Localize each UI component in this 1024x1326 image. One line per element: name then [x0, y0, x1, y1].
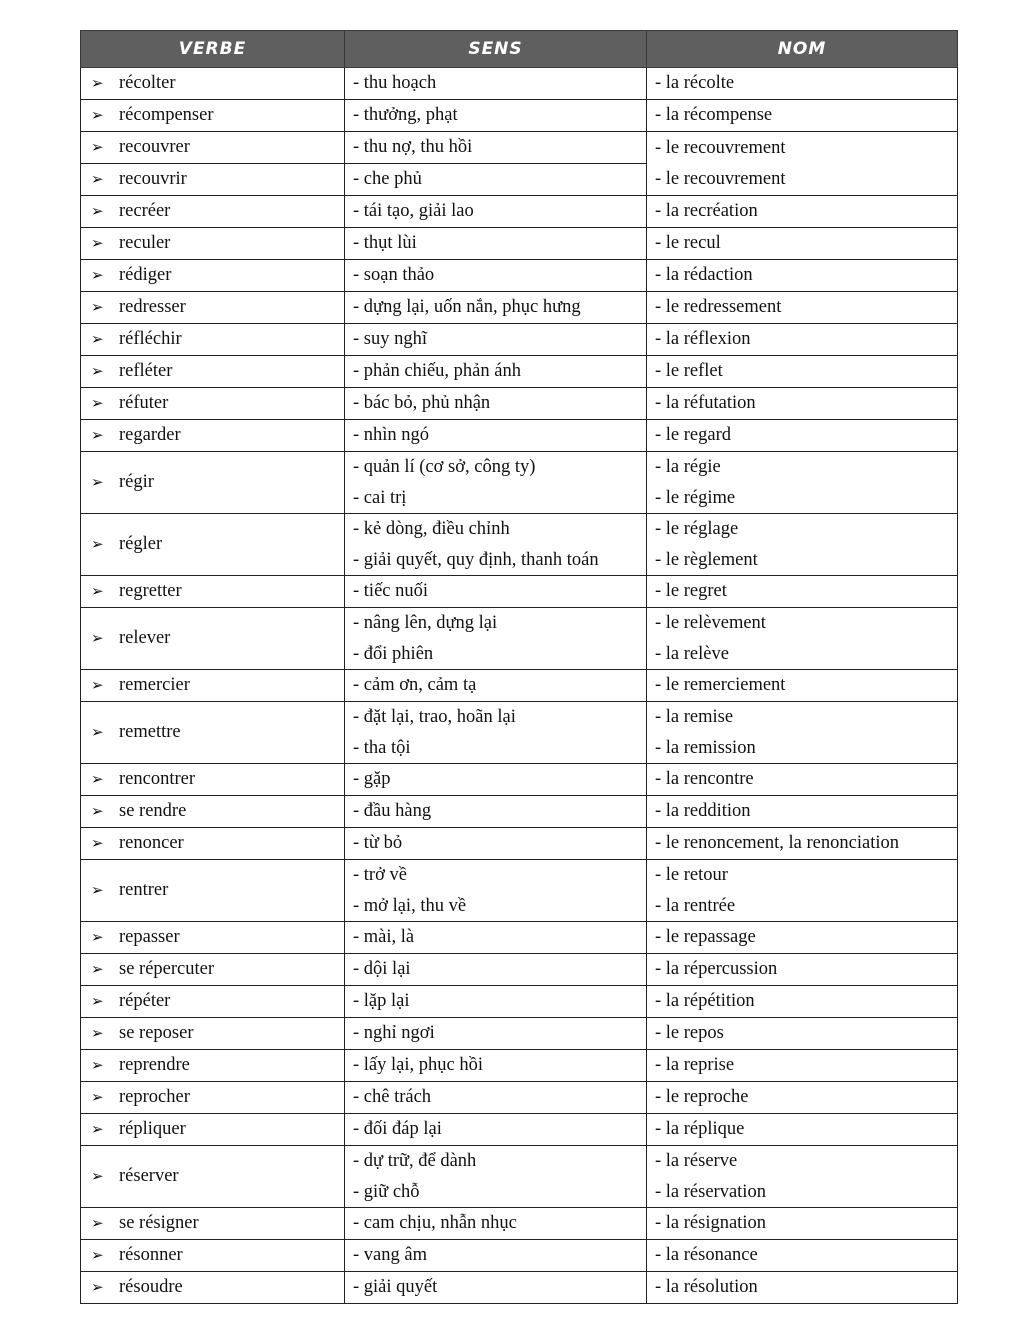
verb-text: reculer [119, 233, 171, 253]
table-row [81, 608, 958, 670]
sens-cell [345, 1240, 647, 1272]
sens-text: - trở về [353, 865, 407, 885]
verb-text: rentrer [119, 880, 169, 900]
sens-cell [345, 420, 647, 452]
verb-text: recréer [119, 201, 171, 221]
verb-text: regarder [119, 425, 181, 445]
nom-text: - la régie [655, 457, 721, 477]
arrow-bullet-icon: ➢ [91, 266, 104, 284]
verb-cell [81, 388, 345, 420]
arrow-bullet-icon: ➢ [91, 473, 104, 491]
verb-cell [81, 764, 345, 796]
nom-cell [647, 1114, 958, 1146]
sens-text: - lặp lại [353, 991, 410, 1011]
verb-text: se rendre [119, 801, 187, 821]
verb-text: réfuter [119, 393, 169, 413]
nom-text: - la récolte [655, 73, 735, 93]
arrow-bullet-icon: ➢ [91, 170, 104, 188]
table-row [81, 420, 958, 452]
arrow-bullet-icon: ➢ [91, 723, 104, 741]
nom-text: - le réglage [655, 519, 739, 539]
verb-text: rencontrer [119, 769, 196, 789]
verb-text: résoudre [119, 1277, 183, 1297]
sens-cell [345, 954, 647, 986]
nom-cell [647, 452, 958, 514]
verb-text: résonner [119, 1245, 183, 1265]
verb-cell [81, 796, 345, 828]
table-row [81, 1240, 958, 1272]
arrow-bullet-icon: ➢ [91, 74, 104, 92]
nom-text: - la relève [655, 643, 729, 664]
sens-text: - bác bỏ, phủ nhận [353, 393, 491, 413]
table-row [81, 356, 958, 388]
arrow-bullet-icon: ➢ [91, 106, 104, 124]
sens-cell [345, 922, 647, 954]
sens-cell [345, 702, 647, 764]
nom-text: - la réflexion [655, 329, 751, 349]
arrow-bullet-icon: ➢ [91, 330, 104, 348]
arrow-bullet-icon: ➢ [91, 960, 104, 978]
nom-text: - la rencontre [655, 769, 754, 789]
sens-cell [345, 132, 647, 164]
sens-cell [345, 1208, 647, 1240]
verb-text: recouvrir [119, 169, 187, 189]
arrow-bullet-icon: ➢ [91, 676, 104, 694]
verb-cell [81, 68, 345, 100]
table-row [81, 922, 958, 954]
vocabulary-table [80, 30, 958, 1304]
sens-cell [345, 228, 647, 260]
header-nom: NOM [647, 31, 958, 68]
arrow-bullet-icon: ➢ [91, 992, 104, 1010]
sens-text: - tha tội [353, 737, 411, 758]
nom-cell [647, 196, 958, 228]
table-row [81, 828, 958, 860]
sens-cell [345, 68, 647, 100]
verb-text: réserver [119, 1166, 179, 1186]
sens-text: - nghỉ ngơi [353, 1023, 435, 1043]
verb-text: recouvrer [119, 137, 190, 157]
verb-cell [81, 100, 345, 132]
verb-text: se résigner [119, 1213, 199, 1233]
sens-cell [345, 292, 647, 324]
sens-text: - phản chiếu, phản ánh [353, 361, 521, 381]
verb-text: regretter [119, 581, 182, 601]
verb-cell [81, 164, 345, 196]
nom-text: - le repos [655, 1023, 724, 1043]
nom-cell [647, 1146, 958, 1208]
nom-text: - le recouvrement [655, 168, 786, 189]
nom-cell [647, 228, 958, 260]
table-row [81, 452, 958, 514]
verb-text: relever [119, 628, 171, 648]
arrow-bullet-icon: ➢ [91, 234, 104, 252]
nom-text: - la reprise [655, 1055, 735, 1075]
table-row [81, 702, 958, 764]
table-row [81, 1018, 958, 1050]
sens-cell [345, 1082, 647, 1114]
nom-cell [647, 1050, 958, 1082]
nom-cell [647, 1272, 958, 1304]
table-row [81, 1146, 958, 1208]
sens-text: - nhìn ngó [353, 425, 430, 445]
verb-cell [81, 514, 345, 576]
table-row [81, 132, 958, 164]
nom-text: - le relèvement [655, 613, 766, 633]
nom-text: - la résonance [655, 1245, 758, 1265]
nom-cell [647, 986, 958, 1018]
verb-text: répéter [119, 991, 171, 1011]
nom-text: - la rédaction [655, 265, 753, 285]
verb-cell [81, 954, 345, 986]
sens-text: - dự trữ, để dành [353, 1151, 477, 1171]
sens-cell [345, 196, 647, 228]
sens-text: - soạn thảo [353, 265, 435, 285]
nom-cell [647, 1018, 958, 1050]
arrow-bullet-icon: ➢ [91, 1024, 104, 1042]
sens-cell [345, 608, 647, 670]
verb-cell [81, 1208, 345, 1240]
table-row [81, 228, 958, 260]
arrow-bullet-icon: ➢ [91, 834, 104, 852]
sens-text: - tiếc nuối [353, 581, 429, 601]
table-row [81, 1114, 958, 1146]
sens-cell [345, 324, 647, 356]
verb-text: récompenser [119, 105, 214, 125]
nom-cell [647, 828, 958, 860]
table-row [81, 100, 958, 132]
verb-cell [81, 132, 345, 164]
arrow-bullet-icon: ➢ [91, 582, 104, 600]
table-row [81, 388, 958, 420]
nom-text: - la remission [655, 737, 756, 758]
table-row [81, 1272, 958, 1304]
sens-text: - dựng lại, uốn nắn, phục hưng [353, 297, 581, 317]
arrow-bullet-icon: ➢ [91, 1120, 104, 1138]
sens-text: - mài, là [353, 927, 415, 947]
sens-text: - thu nợ, thu hồi [353, 137, 473, 157]
nom-cell [647, 132, 958, 196]
verb-text: se répercuter [119, 959, 215, 979]
arrow-bullet-icon: ➢ [91, 1167, 104, 1185]
nom-text: - le règlement [655, 549, 758, 570]
verb-text: réfléchir [119, 329, 182, 349]
nom-cell [647, 954, 958, 986]
sens-text: - nâng lên, dựng lại [353, 613, 498, 633]
nom-cell [647, 1208, 958, 1240]
table-row [81, 292, 958, 324]
nom-text: - la réplique [655, 1119, 745, 1139]
sens-text: - thu hoạch [353, 73, 437, 93]
header-row [81, 31, 958, 68]
sens-text: - giữ chỗ [353, 1181, 420, 1202]
verb-text: remettre [119, 722, 181, 742]
table-row [81, 764, 958, 796]
verb-cell [81, 1146, 345, 1208]
verb-text: se reposer [119, 1023, 194, 1043]
sens-cell [345, 670, 647, 702]
verb-text: rédiger [119, 265, 172, 285]
nom-text: - la réserve [655, 1151, 738, 1171]
sens-text: - giải quyết, quy định, thanh toán [353, 549, 599, 570]
arrow-bullet-icon: ➢ [91, 1214, 104, 1232]
nom-text: - la résolution [655, 1277, 758, 1297]
nom-text: - la réservation [655, 1181, 766, 1202]
nom-cell [647, 100, 958, 132]
nom-cell [647, 608, 958, 670]
verb-text: reprocher [119, 1087, 190, 1107]
verb-cell [81, 828, 345, 860]
nom-cell [647, 260, 958, 292]
nom-cell [647, 576, 958, 608]
table-row [81, 576, 958, 608]
sens-text: - gặp [353, 769, 391, 789]
sens-text: - thụt lùi [353, 233, 417, 253]
sens-text: - chê trách [353, 1087, 432, 1107]
nom-cell [647, 68, 958, 100]
table-row [81, 260, 958, 292]
table-row [81, 860, 958, 922]
table-row [81, 1208, 958, 1240]
arrow-bullet-icon: ➢ [91, 362, 104, 380]
verb-cell [81, 986, 345, 1018]
verb-text: refléter [119, 361, 173, 381]
sens-text: - thưởng, phạt [353, 105, 458, 125]
verb-text: régler [119, 534, 163, 554]
table-row [81, 670, 958, 702]
arrow-bullet-icon: ➢ [91, 802, 104, 820]
table-row [81, 1082, 958, 1114]
arrow-bullet-icon: ➢ [91, 928, 104, 946]
table-row [81, 954, 958, 986]
nom-text: - la répercussion [655, 959, 778, 979]
verb-cell [81, 420, 345, 452]
nom-cell [647, 324, 958, 356]
sens-text: - mở lại, thu về [353, 895, 467, 916]
sens-text: - đối đáp lại [353, 1119, 442, 1139]
nom-text: - le reflet [655, 361, 723, 381]
arrow-bullet-icon: ➢ [91, 881, 104, 899]
sens-text: - đầu hàng [353, 801, 432, 821]
nom-text: - le reproche [655, 1087, 749, 1107]
arrow-bullet-icon: ➢ [91, 1056, 104, 1074]
nom-text: - le redressement [655, 297, 782, 317]
arrow-bullet-icon: ➢ [91, 138, 104, 156]
nom-text: - le régime [655, 487, 736, 508]
verb-cell [81, 1272, 345, 1304]
sens-cell [345, 860, 647, 922]
nom-text: - le regard [655, 425, 732, 445]
arrow-bullet-icon: ➢ [91, 1246, 104, 1264]
sens-text: - lấy lại, phục hồi [353, 1055, 483, 1075]
sens-cell [345, 356, 647, 388]
sens-cell [345, 576, 647, 608]
verb-text: remercier [119, 675, 190, 695]
arrow-bullet-icon: ➢ [91, 1088, 104, 1106]
verb-cell [81, 1082, 345, 1114]
sens-cell [345, 1018, 647, 1050]
sens-cell [345, 260, 647, 292]
nom-text: - la récompense [655, 105, 773, 125]
table-row [81, 986, 958, 1018]
header-sens: SENS [345, 31, 647, 68]
sens-text: - che phủ [353, 169, 422, 189]
verb-cell [81, 260, 345, 292]
nom-text: - le remerciement [655, 675, 786, 695]
nom-cell [647, 292, 958, 324]
table-row [81, 324, 958, 356]
sens-text: - cảm ơn, cảm tạ [353, 675, 477, 695]
sens-cell [345, 986, 647, 1018]
arrow-bullet-icon: ➢ [91, 202, 104, 220]
nom-text: - le recul [655, 233, 721, 253]
verb-cell [81, 1114, 345, 1146]
verb-text: repasser [119, 927, 180, 947]
verb-text: récolter [119, 73, 176, 93]
sens-cell [345, 164, 647, 196]
verb-cell [81, 608, 345, 670]
verb-cell [81, 702, 345, 764]
nom-cell [647, 514, 958, 576]
sens-cell [345, 388, 647, 420]
sens-cell [345, 1114, 647, 1146]
table-row [81, 514, 958, 576]
sens-cell [345, 796, 647, 828]
arrow-bullet-icon: ➢ [91, 426, 104, 444]
verb-cell [81, 922, 345, 954]
verb-text: redresser [119, 297, 186, 317]
nom-text: - le renoncement, la renonciation [655, 833, 899, 853]
table-body [81, 68, 958, 1304]
nom-text: - la recréation [655, 201, 758, 221]
sens-cell [345, 1050, 647, 1082]
sens-cell [345, 764, 647, 796]
verb-cell [81, 1050, 345, 1082]
verb-text: reprendre [119, 1055, 190, 1075]
verb-cell [81, 452, 345, 514]
verb-cell [81, 1240, 345, 1272]
verb-text: renoncer [119, 833, 184, 853]
arrow-bullet-icon: ➢ [91, 1278, 104, 1296]
verb-text: régir [119, 472, 154, 492]
verb-cell [81, 228, 345, 260]
nom-cell [647, 1240, 958, 1272]
verb-cell [81, 196, 345, 228]
nom-text: - la résignation [655, 1213, 766, 1233]
sens-text: - cai trị [353, 487, 407, 508]
nom-text: - la remise [655, 707, 734, 727]
arrow-bullet-icon: ➢ [91, 629, 104, 647]
nom-cell [647, 860, 958, 922]
arrow-bullet-icon: ➢ [91, 770, 104, 788]
sens-cell [345, 1146, 647, 1208]
verb-cell [81, 324, 345, 356]
nom-text: - la reddition [655, 801, 751, 821]
sens-text: - kẻ dòng, điều chỉnh [353, 519, 510, 539]
nom-cell [647, 702, 958, 764]
nom-text: - le regret [655, 581, 727, 601]
nom-cell [647, 764, 958, 796]
arrow-bullet-icon: ➢ [91, 394, 104, 412]
sens-cell [345, 452, 647, 514]
verb-cell [81, 356, 345, 388]
arrow-bullet-icon: ➢ [91, 535, 104, 553]
sens-text: - từ bỏ [353, 833, 403, 853]
sens-text: - giải quyết [353, 1277, 438, 1297]
nom-text: - le recouvrement [655, 138, 786, 158]
sens-cell [345, 1272, 647, 1304]
verb-cell [81, 670, 345, 702]
table-row [81, 196, 958, 228]
verb-cell [81, 1018, 345, 1050]
nom-cell [647, 1082, 958, 1114]
sens-text: - tái tạo, giải lao [353, 201, 474, 221]
sens-cell [345, 100, 647, 132]
table-row [81, 796, 958, 828]
sens-text: - đặt lại, trao, hoãn lại [353, 707, 516, 727]
nom-text: - la réfutation [655, 393, 756, 413]
nom-cell [647, 356, 958, 388]
table-row [81, 1050, 958, 1082]
sens-text: - suy nghĩ [353, 329, 427, 349]
nom-cell [647, 922, 958, 954]
sens-text: - vang âm [353, 1245, 427, 1265]
nom-text: - la répétition [655, 991, 755, 1011]
nom-cell [647, 670, 958, 702]
nom-text: - le retour [655, 865, 728, 885]
verb-cell [81, 292, 345, 324]
sens-text: - quản lí (cơ sở, công ty) [353, 457, 536, 477]
arrow-bullet-icon: ➢ [91, 298, 104, 316]
verb-text: répliquer [119, 1119, 186, 1139]
sens-cell [345, 514, 647, 576]
sens-text: - dội lại [353, 959, 411, 979]
nom-cell [647, 420, 958, 452]
nom-cell [647, 796, 958, 828]
nom-text: - la rentrée [655, 895, 736, 916]
verb-cell [81, 860, 345, 922]
header-verbe: VERBE [81, 31, 345, 68]
sens-text: - đổi phiên [353, 643, 434, 664]
table-header [81, 31, 958, 68]
nom-text: - le repassage [655, 927, 756, 947]
nom-cell [647, 388, 958, 420]
table-row [81, 68, 958, 100]
sens-text: - cam chịu, nhẫn nhục [353, 1213, 517, 1233]
verb-cell [81, 576, 345, 608]
sens-cell [345, 828, 647, 860]
